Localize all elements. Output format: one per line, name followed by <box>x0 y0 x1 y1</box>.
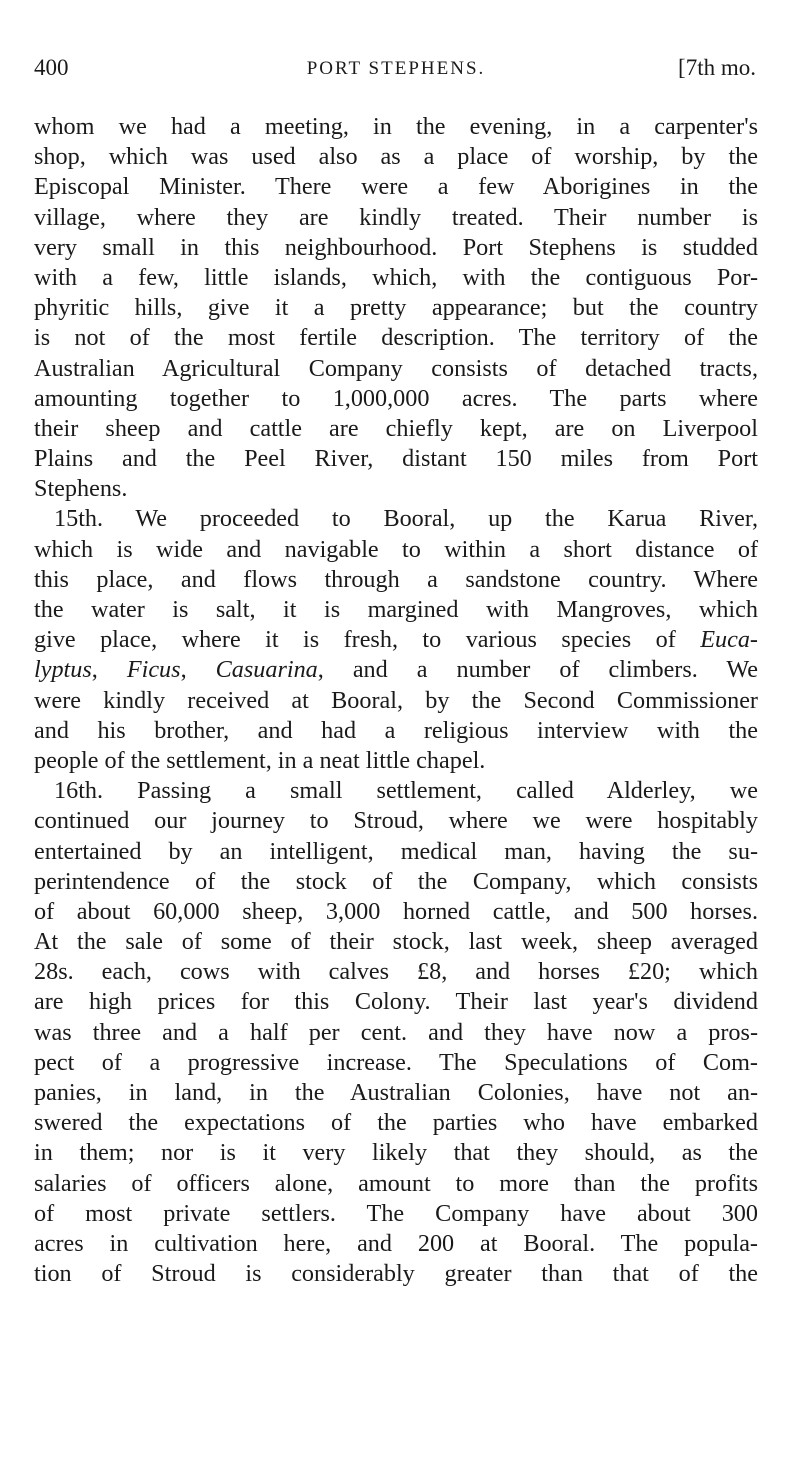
text-line: which is wide and navigable to within a short distance of <box>34 535 758 563</box>
text-line: people of the settlement, in a neat little chapel. <box>34 746 486 774</box>
text-line: their sheep and cattle are chiefly kept, are on Liverpool <box>34 414 758 442</box>
text-line: amounting together to 1,000,000 acres. The parts where <box>34 384 758 412</box>
text-line: Stephens. <box>34 475 128 503</box>
text-line: was three and a half per cent. and they have now a pros- <box>34 1018 758 1046</box>
text-line-with-italic <box>34 625 758 655</box>
text-line: of most private settlers. The Company have about 300 <box>34 1199 758 1227</box>
text-run: , <box>91 656 127 684</box>
text-line: with a few, little islands, which, with the contiguous Por- <box>34 263 758 291</box>
running-title: PORT STEPHENS. <box>306 58 486 79</box>
text-line: whom we had a meeting, in the evening, in a carpenter's <box>34 113 758 140</box>
text-line: acres in cultivation here, and 200 at Booral. The popula- <box>34 1229 758 1257</box>
text-line: Episcopal Minister. There were a few Aborigines in the <box>34 173 758 201</box>
text-line: swered the expectations of the parties who have embarked <box>34 1109 758 1137</box>
text-run: , and a number of climbers. We <box>317 656 759 684</box>
text-line: in them; nor is it very likely that they should, as the <box>34 1139 758 1167</box>
text-line: Plains and the Peel River, distant 150 miles from Port <box>34 445 758 473</box>
text-line: 15th. We proceeded to Booral, up the Karua River, <box>54 505 758 533</box>
italic-term: Ficus <box>126 656 181 684</box>
text-line: Australian Agricultural Company consists of detached tracts, <box>34 354 758 382</box>
text-line: salaries of officers alone, amount to more than the profits <box>34 1169 758 1197</box>
italic-term: lyptus <box>34 656 92 684</box>
text-line: are high prices for this Colony. Their last year's dividend <box>34 988 758 1016</box>
italic-term: Euca- <box>700 626 758 654</box>
marginal-date: [7th mo. <box>678 55 756 80</box>
text-line: and his brother, and had a religious interview with the <box>34 716 758 744</box>
text-line: of about 60,000 sheep, 3,000 horned cattle, and 500 horses. <box>34 897 758 925</box>
text-run: give place, where it is fresh, to various species of <box>34 626 701 654</box>
text-line: continued our journey to Stroud, where we were hospitably <box>34 807 758 835</box>
text-line: pect of a progressive increase. The Speculations of Com- <box>34 1048 758 1076</box>
text-line: perintendence of the stock of the Company, which consists <box>34 867 758 895</box>
text-line: tion of Stroud is considerably greater than that of the <box>34 1260 758 1288</box>
running-header <box>34 55 758 87</box>
italic-term: Casuarina <box>215 656 318 684</box>
text-line: At the sale of some of their stock, last week, sheep averaged <box>34 928 758 956</box>
text-line: the water is salt, it is margined with Mangroves, which <box>34 596 758 623</box>
page-number: 400 <box>34 55 69 80</box>
body-text <box>34 112 758 1289</box>
text-line: village, where they are kindly treated. Their number is <box>34 203 758 231</box>
text-line: very small in this neighbourhood. Port Stephens is studded <box>34 233 758 261</box>
text-line: is not of the most fertile description. The territory of the <box>34 324 758 352</box>
text-line: panies, in land, in the Australian Colonies, have not an- <box>34 1079 758 1106</box>
text-line: 16th. Passing a small settlement, called Alderley, we <box>54 777 758 805</box>
text-line: phyritic hills, give it a pretty appearance; but the country <box>34 294 758 322</box>
text-line: were kindly received at Booral, by the Second Commissioner <box>34 686 758 714</box>
paragraph-2 <box>34 504 758 776</box>
text-line: entertained by an intelligent, medical man, having the su- <box>34 837 758 865</box>
text-line: shop, which was used also as a place of worship, by the <box>34 143 758 171</box>
text-line-with-italic <box>34 655 758 685</box>
text-line: 28s. each, cows with calves £8, and horses £20; which <box>34 958 758 986</box>
text-line: this place, and flows through a sandstone country. Where <box>34 565 758 593</box>
paragraph-3 <box>34 776 758 1289</box>
paragraph-1 <box>34 112 758 504</box>
text-run: , <box>180 656 216 684</box>
